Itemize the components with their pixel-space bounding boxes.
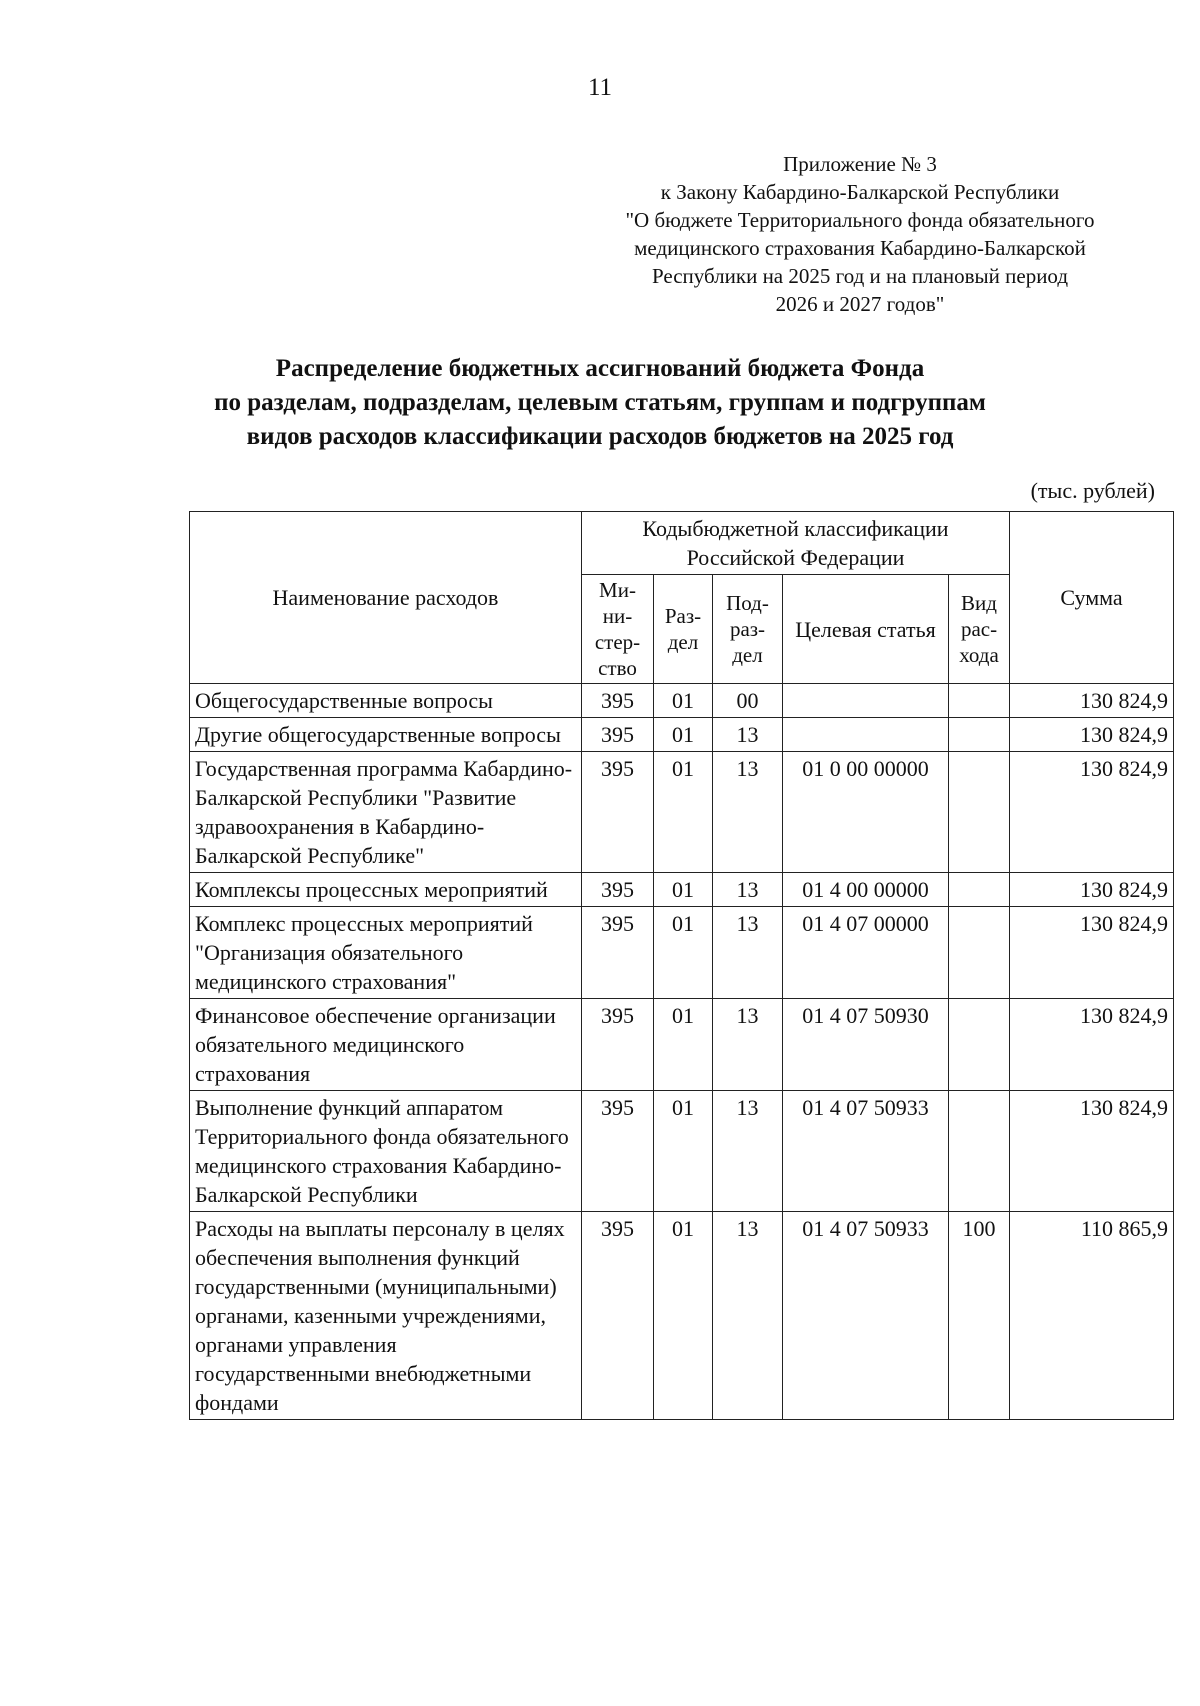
- cell-section: 01: [654, 907, 713, 999]
- cell-expense-type: [949, 752, 1010, 873]
- budget-table: [189, 511, 1174, 1420]
- title-line: Распределение бюджетных ассигнований бюджета Фонда: [275, 355, 925, 382]
- cell-subsection: 13: [713, 1091, 783, 1212]
- cell-section: 01: [654, 752, 713, 873]
- cell-ministry: 395: [582, 873, 654, 907]
- cell-subsection: 13: [713, 718, 783, 752]
- cell-expense-type: [949, 684, 1010, 718]
- header-section: Раз-дел: [654, 575, 713, 684]
- page-number: 11: [587, 74, 613, 101]
- cell-amount: 130 824,9: [1010, 999, 1174, 1091]
- cell-ministry: 395: [582, 718, 654, 752]
- cell-target: 01 4 00 00000: [783, 873, 949, 907]
- header-amount: Сумма: [1010, 512, 1174, 684]
- header-target: Целевая статья: [783, 575, 949, 684]
- cell-expense-type: [949, 718, 1010, 752]
- appendix-line: к Закону Кабардино-Балкарской Республики: [660, 180, 1060, 204]
- table-row: [190, 873, 1174, 907]
- cell-target: 01 0 00 00000: [783, 752, 949, 873]
- cell-name: Расходы на выплаты персоналу в целях обеспечения выполнения функций государственными (муниципальными) органами, казенными учреждениями, органами управления государственными внебюджетными фондами: [190, 1212, 582, 1420]
- cell-ministry: 395: [582, 999, 654, 1091]
- header-codes-group: Кодыбюджетной классификации Российской Федерации: [582, 512, 1010, 575]
- cell-section: 01: [654, 684, 713, 718]
- document-title: [100, 352, 1100, 454]
- cell-ministry: 395: [582, 907, 654, 999]
- cell-amount: 130 824,9: [1010, 907, 1174, 999]
- cell-ministry: 395: [582, 1212, 654, 1420]
- cell-expense-type: [949, 873, 1010, 907]
- appendix-line: Республики на 2025 год и на плановый период: [651, 264, 1069, 288]
- cell-name: Другие общегосударственные вопросы: [190, 718, 582, 752]
- cell-section: 01: [654, 873, 713, 907]
- cell-expense-type: 100: [949, 1212, 1010, 1420]
- cell-subsection: 13: [713, 907, 783, 999]
- cell-amount: 130 824,9: [1010, 1091, 1174, 1212]
- cell-name: Выполнение функций аппаратом Территориального фонда обязательного медицинского страхования Кабардино-Балкарской Республики: [190, 1091, 582, 1212]
- title-line: видов расходов классификации расходов бюджетов на 2025 год: [246, 423, 954, 450]
- cell-section: 01: [654, 999, 713, 1091]
- cell-subsection: 13: [713, 873, 783, 907]
- cell-name: Комплекс процессных мероприятий "Организация обязательного медицинского страхования": [190, 907, 582, 999]
- table-row: [190, 752, 1174, 873]
- cell-target: 01 4 07 50930: [783, 999, 949, 1091]
- cell-expense-type: [949, 999, 1010, 1091]
- header-subsection: Под-раз-дел: [713, 575, 783, 684]
- cell-subsection: 00: [713, 684, 783, 718]
- cell-expense-type: [949, 1091, 1010, 1212]
- header-expense-type: Вид рас-хода: [949, 575, 1010, 684]
- cell-amount: 130 824,9: [1010, 684, 1174, 718]
- cell-section: 01: [654, 718, 713, 752]
- cell-expense-type: [949, 907, 1010, 999]
- cell-section: 01: [654, 1212, 713, 1420]
- units-label: (тыс. рублей): [1030, 478, 1155, 503]
- cell-section: 01: [654, 1091, 713, 1212]
- table-row: [190, 1212, 1174, 1420]
- cell-target: 01 4 07 00000: [783, 907, 949, 999]
- table-row: [190, 1091, 1174, 1212]
- appendix-line: "О бюджете Территориального фонда обязательного: [625, 208, 1095, 232]
- cell-target: [783, 718, 949, 752]
- cell-name: Общегосударственные вопросы: [190, 684, 582, 718]
- header-name: Наименование расходов: [190, 512, 582, 684]
- cell-amount: 130 824,9: [1010, 873, 1174, 907]
- table-row: [190, 999, 1174, 1091]
- cell-target: [783, 684, 949, 718]
- cell-name: Государственная программа Кабардино-Балкарской Республики "Развитие здравоохранения в Кабардино-Балкарской Республике": [190, 752, 582, 873]
- cell-ministry: 395: [582, 1091, 654, 1212]
- cell-subsection: 13: [713, 752, 783, 873]
- table-row: [190, 718, 1174, 752]
- appendix-line: медицинского страхования Кабардино-Балкарской: [634, 236, 1086, 260]
- cell-target: 01 4 07 50933: [783, 1091, 949, 1212]
- cell-subsection: 13: [713, 999, 783, 1091]
- cell-amount: 110 865,9: [1010, 1212, 1174, 1420]
- cell-target: 01 4 07 50933: [783, 1212, 949, 1420]
- cell-name: Комплексы процессных мероприятий: [190, 873, 582, 907]
- cell-amount: 130 824,9: [1010, 718, 1174, 752]
- table-row: [190, 907, 1174, 999]
- cell-subsection: 13: [713, 1212, 783, 1420]
- cell-name: Финансовое обеспечение организации обязательного медицинского страхования: [190, 999, 582, 1091]
- appendix-note: [560, 150, 1160, 318]
- cell-ministry: 395: [582, 684, 654, 718]
- cell-ministry: 395: [582, 752, 654, 873]
- cell-amount: 130 824,9: [1010, 752, 1174, 873]
- appendix-line: 2026 и 2027 годов": [775, 292, 945, 316]
- header-ministry: Ми-ни-стер-ство: [582, 575, 654, 684]
- title-line: по разделам, подразделам, целевым статьям, группам и подгруппам: [214, 389, 986, 416]
- header-row: [190, 512, 1174, 575]
- appendix-line: Приложение № 3: [783, 152, 937, 176]
- table-row: [190, 684, 1174, 718]
